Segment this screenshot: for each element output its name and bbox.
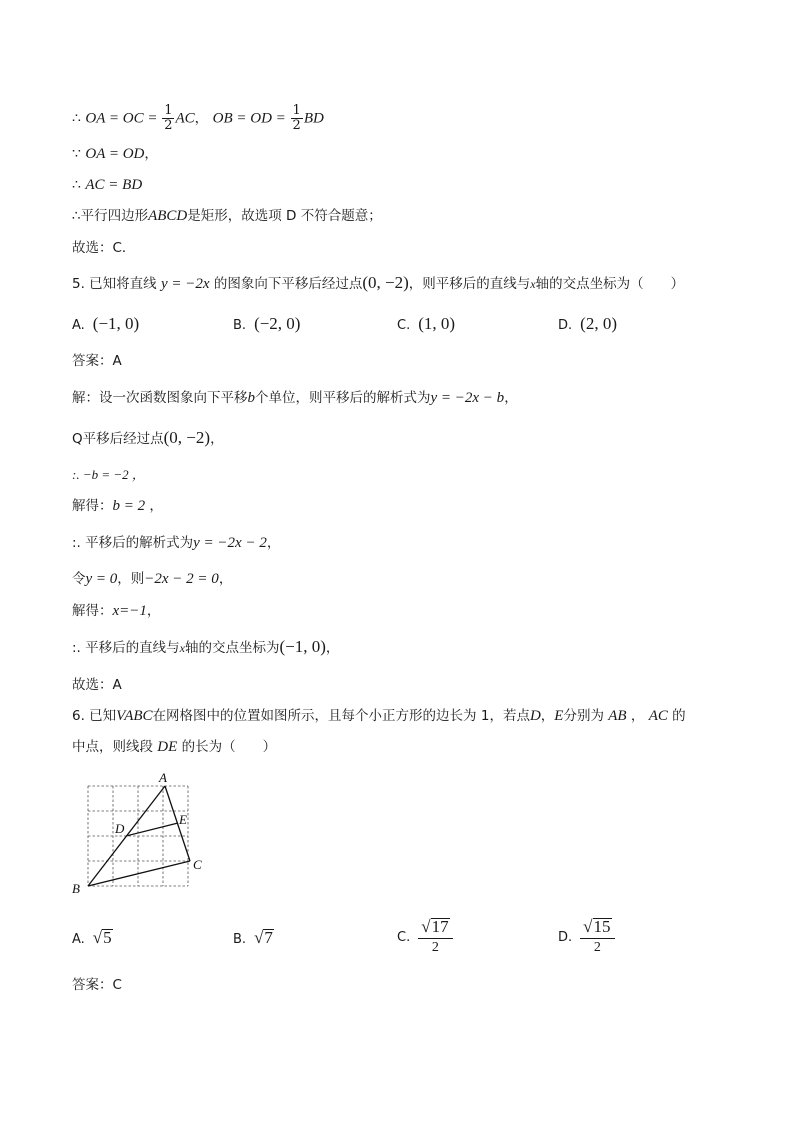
option-value: (−2, 0): [254, 314, 301, 333]
dashed-grid: [88, 786, 188, 886]
option-label: C.: [397, 930, 411, 945]
math-triangle: VABC: [116, 708, 153, 724]
q5-option-c[interactable]: [397, 314, 455, 334]
text: 轴的交点坐标为（ ）: [535, 276, 685, 292]
q5-option-d[interactable]: [558, 314, 617, 334]
math-expression: x=−1: [112, 603, 147, 619]
math-abcd: ABCD: [148, 208, 188, 224]
punctuation: ，: [218, 571, 233, 587]
punctuation: ，: [325, 640, 340, 656]
sqrt-expression: √7: [254, 928, 273, 947]
question-6-stem-line-1: [72, 706, 686, 726]
denominator: 2: [593, 940, 601, 955]
q5-solution-8: [72, 637, 339, 658]
text: 的图象向下平移后经过点: [213, 276, 363, 292]
proof-line-3: [72, 175, 142, 195]
math-expression: −2x − 2 = 0: [144, 571, 219, 587]
option-label: D.: [558, 318, 573, 333]
because-symbol: ∵: [72, 146, 81, 162]
math-od: OD: [250, 110, 272, 127]
q5-solution-1: [72, 388, 518, 408]
text: 6. 已知: [72, 708, 117, 724]
math-expression: b = 2: [112, 498, 146, 514]
radicand: 7: [264, 928, 273, 947]
option-label: A.: [72, 318, 85, 333]
question-6-stem-line-2: [72, 737, 276, 757]
proof-line-1: [72, 104, 324, 133]
label-c: C: [193, 857, 202, 872]
q5-solution-3: [72, 465, 145, 485]
punctuation: ，: [210, 431, 224, 447]
label-d: D: [115, 821, 125, 836]
sqrt-expression: √5: [92, 928, 112, 947]
fraction: [580, 917, 614, 957]
fraction: [418, 917, 452, 957]
punctuation: ，: [144, 146, 158, 162]
math-expression: OA = OD: [85, 146, 145, 162]
label-b: B: [72, 881, 80, 896]
math-point-e: E: [554, 708, 564, 724]
punctuation: ，: [540, 708, 555, 724]
math-point: (0, −2): [362, 273, 409, 292]
q5-option-a[interactable]: [72, 314, 139, 334]
math-ac: AC: [648, 708, 668, 724]
text: 是矩形，故选项 D 不符合题意；: [187, 208, 382, 224]
math-oc: OC: [122, 110, 144, 127]
q5-solution-5: [72, 533, 280, 553]
q6-option-d[interactable]: [558, 917, 615, 957]
math-ab: AB: [608, 708, 627, 724]
punctuation: ，: [504, 390, 518, 406]
text: 解：设一次函数图象向下平移: [72, 390, 248, 406]
fraction-denominator: 2: [292, 118, 301, 133]
proof-conclusion: 故选：C．: [72, 240, 136, 256]
math-ac: AC: [175, 110, 195, 127]
fraction-denominator: 2: [164, 118, 173, 133]
option-value: (−1, 0): [92, 314, 140, 333]
option-label: A.: [72, 932, 85, 947]
fraction-numerator: 1: [292, 103, 301, 118]
text: 分别为: [563, 708, 604, 724]
text: Q平移后经过点: [72, 431, 164, 447]
q5-option-b[interactable]: [233, 314, 300, 334]
text: 解得：: [72, 498, 113, 514]
math-line-expression: y = −2x: [160, 276, 210, 292]
option-label: B.: [233, 318, 247, 333]
text: 中点，则线段: [72, 739, 153, 755]
math-point: (0, −2): [163, 428, 211, 447]
text: :. 平移后的直线与: [72, 640, 180, 656]
text: 轴的交点坐标为: [184, 640, 280, 656]
math-expression: AC = BD: [85, 177, 143, 193]
text: 个单位，则平移后的解析式为: [255, 390, 431, 406]
text: 的长为（ ）: [181, 739, 277, 755]
radicand: 17: [431, 917, 449, 936]
therefore-symbol: ∴: [72, 177, 81, 193]
math-oa: OA: [85, 110, 106, 127]
denominator: 2: [431, 940, 439, 955]
fraction-half: [162, 104, 174, 133]
label-e: E: [179, 812, 187, 827]
separator: ，: [194, 110, 209, 127]
text: :. 平移后的解析式为: [72, 535, 194, 551]
q5-solution-7: [72, 601, 160, 621]
option-label: C.: [397, 318, 411, 333]
equals: =: [271, 110, 290, 127]
math-expression: :. −b = −2 ，: [72, 467, 145, 482]
text: 5. 已知将直线: [72, 276, 157, 292]
radicand: 5: [103, 928, 112, 947]
text: ，则平移后的直线与: [408, 276, 531, 292]
option-value: (2, 0): [580, 314, 617, 333]
punctuation: ，: [630, 708, 645, 724]
radicand: 15: [593, 917, 611, 936]
math-x: x: [179, 641, 185, 655]
q5-solution-6: [72, 569, 232, 589]
proof-line-4: [72, 206, 382, 226]
equals: =: [105, 110, 123, 127]
equals: =: [232, 110, 251, 127]
q6-option-c[interactable]: [397, 917, 453, 957]
math-expression: y = −2x − 2: [193, 535, 267, 551]
grid-triangle-figure: [70, 768, 210, 896]
math-point: (−1, 0): [279, 637, 326, 656]
text: 的: [672, 708, 686, 724]
equals: =: [143, 110, 162, 127]
math-expression: y = 0: [85, 571, 118, 587]
math-x: x: [530, 277, 536, 291]
text: 在网格图中的位置如图所示，且每个小正方形的边长为 1，若点: [152, 708, 530, 724]
question-5-stem: [72, 273, 684, 294]
math-de: DE: [157, 739, 178, 755]
text: 令: [72, 571, 86, 587]
label-a: A: [159, 770, 167, 785]
option-value: (1, 0): [418, 314, 456, 333]
text: ，则: [117, 571, 145, 587]
math-bd: BD: [303, 110, 324, 127]
q6-answer: 答案：C: [72, 977, 122, 993]
math-point-d: D: [529, 708, 541, 724]
math-ob: OB: [212, 110, 233, 127]
q5-solution-4: [72, 496, 163, 516]
math-expression: y = −2x − b: [430, 390, 505, 406]
punctuation: ，: [146, 603, 161, 619]
therefore-symbol: ∴: [72, 110, 81, 127]
q5-solution-conclusion: 故选：A: [72, 677, 122, 693]
fraction-half: [291, 104, 303, 133]
text: ∴平行四边形: [72, 208, 149, 224]
q5-answer: 答案：A: [72, 353, 122, 369]
q6-option-b[interactable]: [233, 928, 274, 948]
option-label: D.: [558, 930, 573, 945]
punctuation: ，: [266, 535, 281, 551]
math-b: b: [247, 390, 255, 406]
q6-option-a[interactable]: [72, 928, 113, 948]
fraction-numerator: 1: [164, 103, 173, 118]
punctuation: ，: [145, 498, 163, 514]
text: 解得：: [72, 603, 113, 619]
proof-line-2: [72, 144, 158, 164]
q5-solution-2: [72, 428, 224, 449]
option-label: B.: [233, 932, 247, 947]
sqrt-expression: √15: [583, 917, 611, 936]
sqrt-expression: √17: [421, 917, 449, 936]
